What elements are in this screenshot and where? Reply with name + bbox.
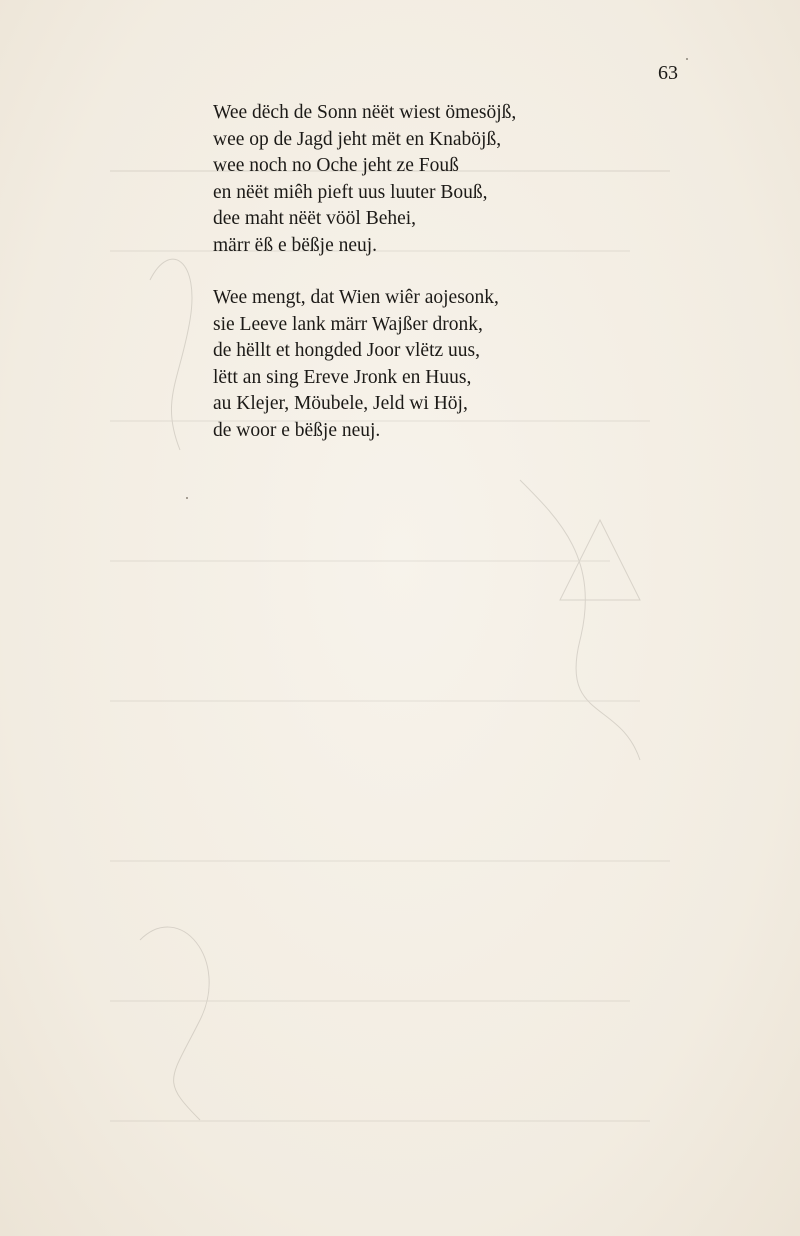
poem-line: dee maht nëët vööl Behei, <box>213 208 417 229</box>
poem-line: wee noch no Oche jeht ze Fouß <box>213 155 459 176</box>
paper-speck <box>686 58 688 60</box>
poem-line: wee op de Jagd jeht mët en Knaböjß, <box>213 128 502 150</box>
poem <box>213 100 633 470</box>
stanza-1 <box>213 100 633 259</box>
poem-line: de woor e bëßje neuj. <box>213 419 381 441</box>
poem-line: sie Leeve lank märr Wajßer dronk, <box>213 313 483 335</box>
poem-line: en nëët miêh pieft uus luuter Bouß, <box>213 181 488 203</box>
poem-line: märr ëß e bëßje neuj. <box>213 234 378 256</box>
poem-line: de hëllt et hongded Joor vlëtz uus, <box>213 340 480 361</box>
poem-line: Wee dëch de Sonn nëët wiest ömesöjß, <box>213 102 517 123</box>
poem-line: au Klejer, Möubele, Jeld wi Höj, <box>213 393 468 414</box>
stanza-2 <box>213 285 633 444</box>
page-number: 63 <box>658 62 678 84</box>
paper-speck <box>186 497 188 499</box>
poem-line: lëtt an sing Ereve Jronk en Huus, <box>213 366 472 388</box>
poem-line: Wee mengt, dat Wien wiêr aojesonk, <box>213 287 499 308</box>
